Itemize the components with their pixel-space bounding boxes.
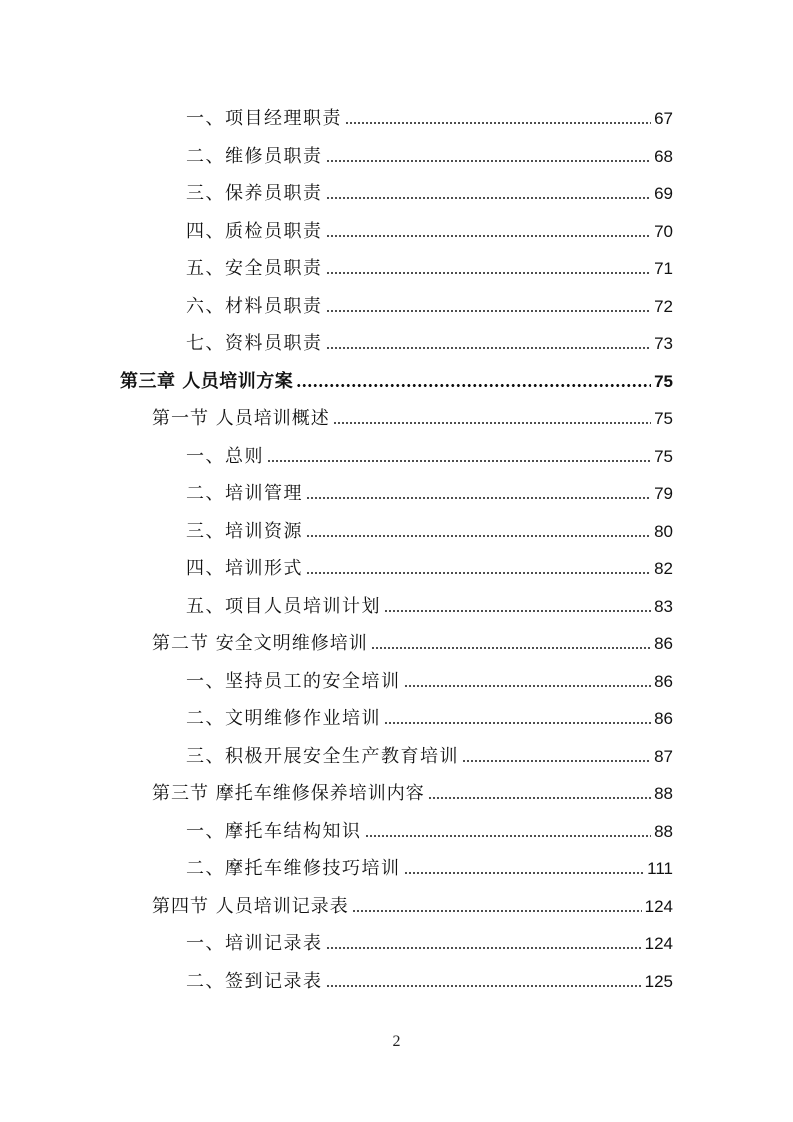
- dot-leader: [306, 571, 651, 575]
- toc-entry-page: 88: [654, 821, 673, 841]
- toc-entry-page: 82: [654, 559, 673, 578]
- toc-entry[interactable]: [186, 100, 673, 130]
- toc-entry-page: 75: [654, 446, 673, 466]
- dot-leader: [428, 796, 651, 800]
- dot-leader: [404, 871, 645, 875]
- toc-entry[interactable]: [186, 813, 673, 843]
- toc-entry-title: 一、摩托车结构知识: [186, 820, 362, 842]
- toc-entry-page: 67: [654, 109, 673, 128]
- toc-entry-title: 一、培训记录表: [186, 933, 323, 954]
- toc-entry-title: 第一节 人员培训概述: [152, 408, 330, 429]
- toc-entry-page: 111: [647, 859, 673, 878]
- toc-entry-page: 68: [654, 146, 673, 166]
- toc-entry[interactable]: [186, 550, 673, 580]
- toc-entry-title: 七、资料员职责: [186, 333, 323, 354]
- dot-leader: [306, 496, 651, 500]
- toc-entry-page: 83: [654, 596, 673, 616]
- toc-entry-title: 二、文明维修作业培训: [186, 708, 381, 729]
- toc-entry-page: 124: [644, 896, 673, 916]
- toc-entry-title: 二、维修员职责: [186, 145, 323, 167]
- toc-entry-title: 二、培训管理: [186, 483, 303, 504]
- toc-entry-page: 75: [654, 409, 673, 428]
- dot-leader: [333, 421, 651, 425]
- dot-leader: [352, 909, 642, 913]
- toc-entry[interactable]: [186, 175, 673, 205]
- toc-entry-title: 三、保养员职责: [186, 183, 323, 204]
- dot-leader: [306, 534, 651, 538]
- toc-entry[interactable]: [120, 363, 673, 393]
- dot-leader: [384, 721, 651, 725]
- toc-entry[interactable]: [186, 663, 673, 693]
- toc-entry-title: 二、摩托车维修技巧培训: [186, 858, 401, 879]
- toc-entry-title: 第四节 人员培训记录表: [152, 895, 349, 917]
- dot-leader: [326, 234, 652, 238]
- toc-entry-title: 六、材料员职责: [186, 295, 323, 317]
- toc-entry-title: 一、项目经理职责: [186, 108, 342, 129]
- toc-entry[interactable]: [186, 475, 673, 505]
- dot-leader: [326, 984, 642, 988]
- page-number: 2: [392, 1033, 401, 1050]
- toc-entry-title: 第三节 摩托车维修保养培训内容: [152, 783, 425, 804]
- toc-entry-page: 71: [654, 259, 673, 278]
- toc-entry[interactable]: [186, 700, 673, 730]
- toc-entry[interactable]: [186, 288, 673, 318]
- toc-entry[interactable]: [186, 588, 673, 618]
- dot-leader: [326, 309, 652, 313]
- toc-entry-page: 86: [654, 671, 673, 691]
- dot-leader: [326, 946, 642, 950]
- toc-entry-page: 87: [654, 746, 673, 766]
- toc-entry[interactable]: [186, 250, 673, 280]
- toc-entry[interactable]: [186, 138, 673, 168]
- dot-leader: [462, 759, 651, 763]
- toc-entry-title: 第三章 人员培训方案: [120, 370, 294, 392]
- toc-entry-page: 75: [654, 371, 673, 391]
- toc-entry-title: 一、总则: [186, 445, 264, 467]
- dot-leader: [345, 121, 651, 125]
- toc-entry-title: 第二节 安全文明维修培训: [152, 633, 368, 654]
- toc-entry[interactable]: [186, 438, 673, 468]
- toc-entry-page: 70: [654, 221, 673, 241]
- toc-entry-title: 五、项目人员培训计划: [186, 595, 381, 617]
- dot-leader: [404, 684, 652, 688]
- toc-entry[interactable]: [186, 925, 673, 955]
- toc-entry[interactable]: [152, 888, 673, 918]
- dot-leader: [326, 159, 652, 163]
- toc-entry[interactable]: [152, 625, 673, 655]
- toc-entry[interactable]: [186, 513, 673, 543]
- toc-entry-title: 二、签到记录表: [186, 970, 323, 992]
- toc-entry[interactable]: [152, 775, 673, 805]
- dot-leader: [384, 609, 651, 613]
- toc-entry-title: 五、安全员职责: [186, 258, 323, 279]
- dot-leader: [326, 271, 652, 275]
- toc-entry-page: 69: [654, 184, 673, 203]
- dot-leader: [326, 346, 652, 350]
- toc-entry-page: 124: [644, 934, 673, 953]
- toc-entry[interactable]: [186, 963, 673, 993]
- toc-entry[interactable]: [186, 850, 673, 880]
- toc-entry[interactable]: [152, 400, 673, 430]
- toc-entry-page: 72: [654, 296, 673, 316]
- toc-entry-title: 三、培训资源: [186, 520, 303, 542]
- toc-entry-page: 79: [654, 484, 673, 503]
- toc-entry-page: 73: [654, 334, 673, 353]
- toc-entry-page: 86: [654, 709, 673, 728]
- toc-entry-title: 四、培训形式: [186, 558, 303, 579]
- dot-leader: [365, 834, 652, 838]
- toc-entry[interactable]: [186, 738, 673, 768]
- dot-leader: [267, 459, 651, 463]
- dot-leader: [326, 196, 652, 200]
- toc-entry-page: 125: [644, 971, 673, 991]
- toc-entry[interactable]: [186, 325, 673, 355]
- toc-entry[interactable]: [186, 213, 673, 243]
- toc-entry-title: 四、质检员职责: [186, 220, 323, 242]
- dot-leader: [371, 646, 651, 650]
- toc-entry-page: 80: [654, 521, 673, 541]
- toc-entry-title: 一、坚持员工的安全培训: [186, 670, 401, 692]
- toc-entry-page: 86: [654, 634, 673, 653]
- toc-entry-title: 三、积极开展安全生产教育培训: [186, 745, 459, 767]
- toc-entry-page: 88: [654, 784, 673, 803]
- dot-leader: [296, 383, 651, 388]
